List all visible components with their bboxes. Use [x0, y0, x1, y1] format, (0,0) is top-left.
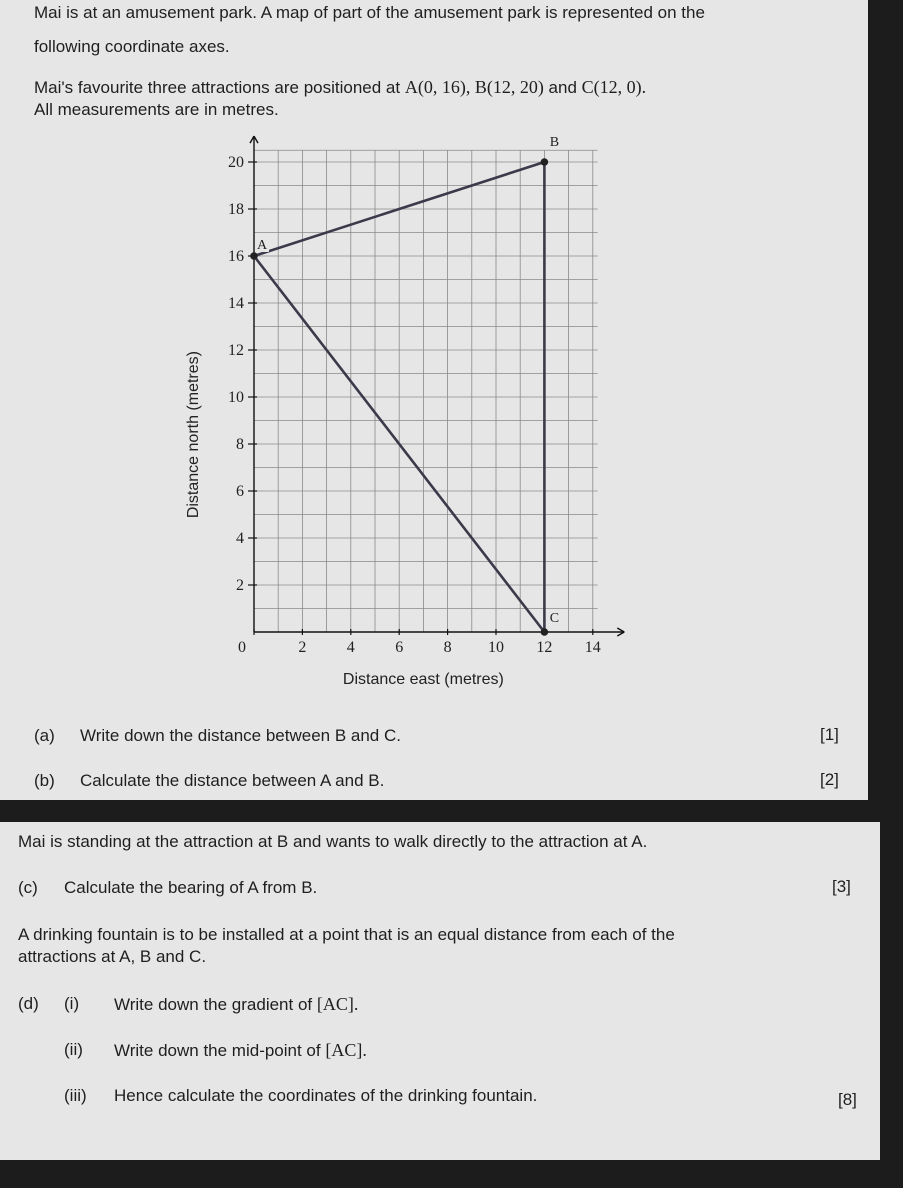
graph-axes [250, 136, 624, 636]
intro-points-ab: A(0, 16), B(12, 20) [404, 77, 544, 97]
question-c-marks: [3] [832, 877, 851, 896]
y-tick-label: 14 [228, 295, 244, 312]
question-d-ii-label: (ii) [64, 1040, 83, 1059]
question-d-ii-math: [AC]. [325, 1040, 367, 1060]
question-d-i-math: [AC]. [316, 994, 359, 1014]
intro-line-4: All measurements are in metres. [34, 100, 279, 119]
paragraph-fountain-line-2: attractions at A, B and C. [18, 947, 207, 966]
question-b-label: (b) [34, 771, 55, 790]
question-d-i-words: Write down the gradient of [114, 995, 317, 1014]
x-tick-label: 4 [346, 639, 355, 656]
x-tick-label: 10 [488, 639, 504, 656]
x-tick-label: 2 [298, 639, 307, 656]
intro-line-2: following coordinate axes. [34, 37, 230, 56]
x-tick-label: 8 [443, 639, 452, 656]
question-sheet-bottom [0, 822, 880, 1160]
coordinate-graph [170, 130, 630, 695]
question-d-marks: [8] [838, 1090, 857, 1109]
question-a-text: Write down the distance between B and C. [80, 726, 401, 745]
paragraph-fountain-line-1: A drinking fountain is to be installed at a point that is an equal distance from each of the [18, 925, 675, 944]
question-d-iii-label: (iii) [64, 1086, 87, 1105]
question-a-label: (a) [34, 726, 55, 745]
x-axis-title: Distance east (metres) [342, 671, 504, 688]
question-c-text: Calculate the bearing of A from B. [64, 878, 318, 897]
question-d-i-label: (i) [64, 994, 80, 1013]
y-tick-label: 4 [236, 530, 244, 547]
y-tick-label: 6 [236, 483, 244, 500]
point-C [541, 628, 549, 636]
intro-line-3-prefix: Mai's favourite three attractions are positioned at [34, 78, 405, 97]
question-d-label: (d) [18, 994, 39, 1013]
point-B [541, 158, 549, 166]
question-b-text: Calculate the distance between A and B. [80, 771, 385, 790]
intro-line-1: Mai is at an amusement park. A map of part of the amusement park is represented on the [34, 3, 705, 22]
y-axis-title: Distance north (metres) [185, 351, 202, 519]
y-tick-label: 10 [228, 389, 244, 406]
intro-line-3 [34, 76, 646, 99]
intro-and: and [543, 78, 582, 97]
question-a-marks: [1] [820, 725, 839, 744]
paragraph-mai-walks: Mai is standing at the attraction at B and wants to walk directly to the attraction at A. [18, 832, 648, 851]
graph-grid [254, 150, 598, 632]
question-d-ii-text [114, 1039, 367, 1062]
y-tick-label: 18 [228, 201, 244, 218]
y-tick-label: 20 [228, 154, 244, 171]
point-A [250, 252, 258, 260]
question-b-marks: [2] [820, 770, 839, 789]
y-tick-label: 8 [236, 436, 244, 453]
point-label-B: B [549, 135, 560, 150]
question-d-i-text [114, 993, 358, 1016]
x-tick-label: 6 [395, 639, 404, 656]
question-d-iii-text: Hence calculate the coordinates of the drinking fountain. [114, 1086, 538, 1105]
question-d-ii-words: Write down the mid-point of [114, 1041, 326, 1060]
y-tick-label: 2 [236, 577, 244, 594]
intro-point-c: C(12, 0). [581, 77, 647, 97]
y-tick-label: 16 [228, 248, 244, 265]
x-tick-label: 12 [536, 639, 553, 656]
x-tick-label: 0 [238, 639, 246, 656]
y-tick-label: 12 [228, 342, 244, 359]
point-label-C: C [549, 611, 560, 626]
x-tick-label: 14 [584, 639, 601, 656]
point-label-A: A [256, 238, 268, 253]
question-c-label: (c) [18, 878, 38, 897]
